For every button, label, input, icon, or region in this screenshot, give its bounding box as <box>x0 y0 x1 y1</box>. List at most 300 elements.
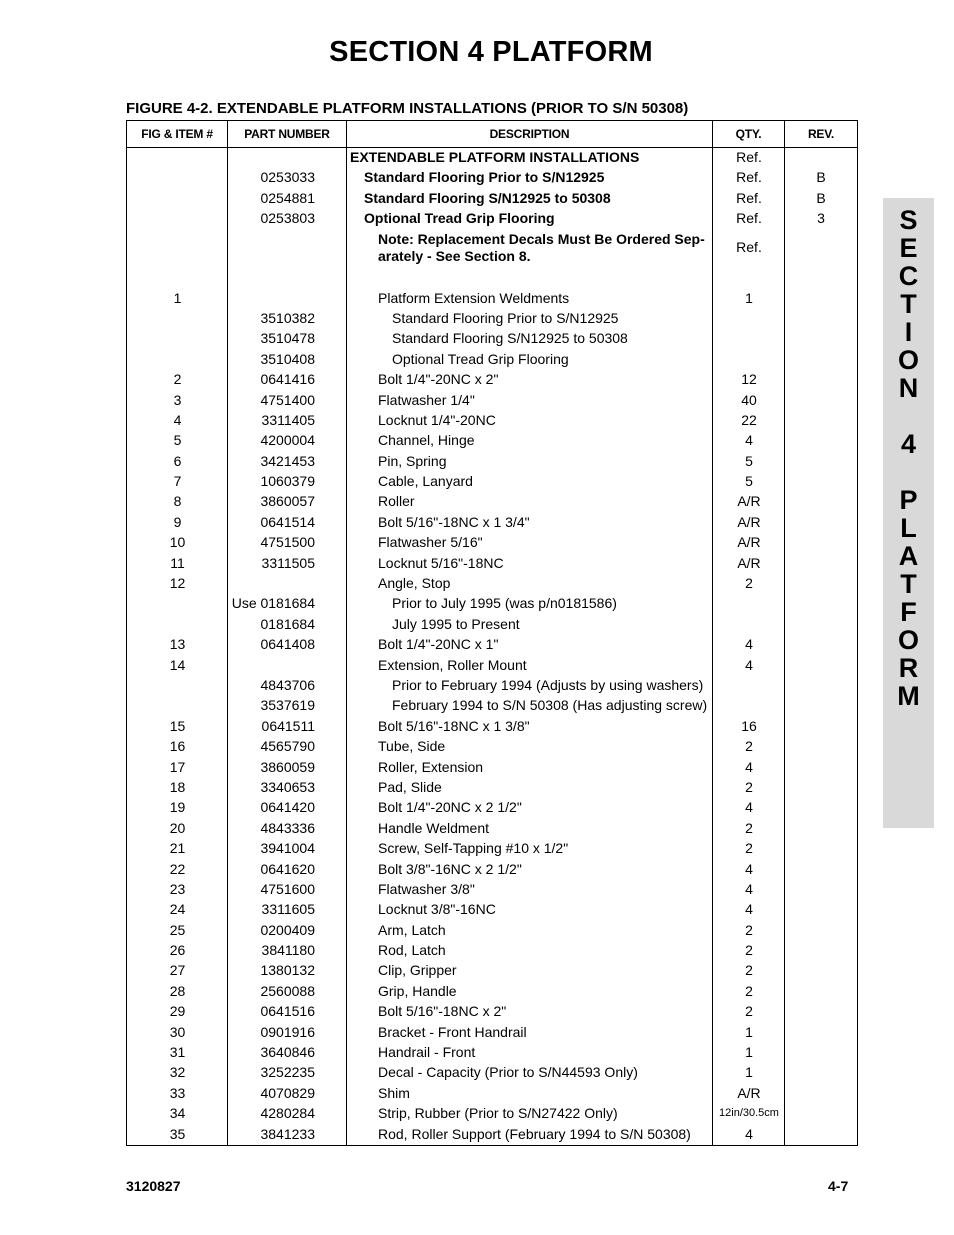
quantity: 2 <box>745 921 753 938</box>
part-description: Locknut 5/16"-18NC <box>378 554 504 571</box>
part-number: 0901916 <box>260 1023 315 1040</box>
part-description: Pad, Slide <box>378 778 442 795</box>
revision <box>785 575 857 592</box>
table-row <box>127 510 857 530</box>
table-row <box>127 633 857 653</box>
part-description: Bracket - Front Handrail <box>378 1023 527 1040</box>
table-row <box>127 327 857 347</box>
part-description: Prior to July 1995 (was p/n0181586) <box>392 595 617 612</box>
quantity: Ref. <box>736 189 762 206</box>
section-side-tab <box>883 198 934 828</box>
part-number: 0641511 <box>261 717 315 734</box>
quantity <box>713 677 785 694</box>
item-number: 5 <box>173 432 182 449</box>
part-description: EXTENDABLE PLATFORM INSTALLATIONS <box>350 149 640 165</box>
revision <box>785 534 857 551</box>
revision <box>785 901 857 918</box>
table-row <box>127 1020 857 1040</box>
part-description: Screw, Self-Tapping #10 x 1/2" <box>378 840 569 857</box>
quantity: Ref. <box>736 169 762 186</box>
side-tab-letter: E <box>899 233 918 263</box>
revision <box>785 392 857 409</box>
table-row <box>127 368 857 388</box>
table-row <box>127 227 857 284</box>
quantity: 12 <box>741 371 757 388</box>
item-number: 28 <box>169 982 186 999</box>
item-number <box>127 169 228 186</box>
item-number: 22 <box>169 860 186 877</box>
table-row <box>127 714 857 734</box>
part-number: 4843706 <box>260 676 315 693</box>
column-divider <box>784 148 785 1145</box>
item-number <box>127 697 228 714</box>
revision <box>785 1024 857 1041</box>
quantity: A/R <box>737 493 761 510</box>
revision <box>785 840 857 857</box>
revision <box>785 779 857 796</box>
quantity: 5 <box>745 473 753 490</box>
quantity: 4 <box>745 656 753 673</box>
table-row <box>127 1061 857 1081</box>
item-number: 25 <box>169 921 186 938</box>
revision <box>785 881 857 898</box>
item-number: 4 <box>173 411 182 428</box>
header-description: DESCRIPTION <box>347 121 713 147</box>
revision <box>785 718 857 735</box>
quantity: Ref. <box>736 210 762 227</box>
part-number: 1380132 <box>260 962 315 979</box>
quantity <box>713 330 785 347</box>
table-row <box>127 612 857 632</box>
item-number: 14 <box>169 656 186 673</box>
quantity: 2 <box>745 819 753 836</box>
item-number: 17 <box>169 758 186 775</box>
quantity: 4 <box>745 860 753 877</box>
table-row <box>127 148 857 166</box>
item-number <box>127 616 228 633</box>
revision <box>785 371 857 388</box>
item-number: 7 <box>173 473 182 490</box>
part-description: Bolt 5/16"-18NC x 2" <box>378 1003 507 1020</box>
part-description: Handrail - Front <box>378 1044 476 1061</box>
revision <box>785 412 857 429</box>
part-number: 0253033 <box>260 169 315 186</box>
side-tab-letter: M <box>897 681 920 711</box>
quantity: 40 <box>741 391 757 408</box>
revision <box>785 697 857 714</box>
table-row <box>127 735 857 755</box>
item-number: 15 <box>169 717 186 734</box>
table-row <box>127 285 857 307</box>
part-description: Arm, Latch <box>378 921 446 938</box>
table-rows <box>127 148 857 1145</box>
part-description: Standard Flooring Prior to S/N12925 <box>392 309 619 326</box>
part-number: 0641420 <box>260 799 315 816</box>
part-number: 4200004 <box>260 432 315 449</box>
part-number <box>228 231 347 265</box>
item-number: 2 <box>173 371 182 388</box>
quantity: A/R <box>737 534 761 551</box>
item-number: 27 <box>169 962 186 979</box>
parts-table <box>126 120 858 1146</box>
part-number: 2560088 <box>260 982 315 999</box>
column-divider <box>227 148 228 1145</box>
table-row <box>127 347 857 367</box>
part-number: 3510478 <box>260 330 315 347</box>
table-row <box>127 1122 857 1142</box>
part-number: 0200409 <box>260 921 315 938</box>
part-description: Tube, Side <box>378 738 446 755</box>
part-description: Standard Flooring S/N12925 to 50308 <box>392 330 628 347</box>
quantity: A/R <box>737 1084 761 1101</box>
section-title: SECTION 4 PLATFORM <box>329 36 653 68</box>
part-description: Channel, Hinge <box>378 432 475 449</box>
part-description: Roller, Extension <box>378 758 484 775</box>
quantity: 5 <box>745 452 753 469</box>
quantity: 2 <box>745 575 753 592</box>
part-number: 0641416 <box>260 371 315 388</box>
revision <box>785 983 857 1000</box>
table-header <box>127 121 857 148</box>
table-row <box>127 1041 857 1061</box>
revision <box>785 616 857 633</box>
item-number: 8 <box>173 493 182 510</box>
quantity: 12in/30.5cm <box>719 1107 779 1120</box>
revision: B <box>816 189 826 206</box>
revision <box>785 636 857 653</box>
part-number: 3841180 <box>261 942 315 959</box>
quantity: 4 <box>745 1125 753 1142</box>
table-row <box>127 307 857 327</box>
quantity: 2 <box>745 942 753 959</box>
item-number <box>127 351 228 368</box>
side-tab-letter: P <box>899 485 918 515</box>
item-number <box>127 677 228 694</box>
item-number: 18 <box>169 778 186 795</box>
side-tab-letter: R <box>898 653 919 683</box>
part-number: 3340653 <box>260 778 315 795</box>
part-description: Cable, Lanyard <box>378 473 473 490</box>
part-description: Bolt 1/4"-20NC x 2" <box>378 371 499 388</box>
revision <box>785 1105 857 1122</box>
column-divider <box>346 148 347 1145</box>
part-description: Flatwasher 5/16" <box>378 534 483 551</box>
quantity: 4 <box>745 799 753 816</box>
part-number: 3510382 <box>260 309 315 326</box>
part-number <box>228 657 347 674</box>
revision <box>785 351 857 368</box>
part-number <box>228 149 347 166</box>
table-row <box>127 1102 857 1122</box>
quantity: 1 <box>745 1044 753 1061</box>
item-number: 29 <box>169 1003 186 1020</box>
part-number: 3860057 <box>260 493 315 510</box>
table-row <box>127 959 857 979</box>
item-number: 20 <box>169 819 186 836</box>
part-description: Platform Extension Weldments <box>378 289 570 306</box>
quantity <box>713 697 785 714</box>
table-row <box>127 674 857 694</box>
part-number: 3941004 <box>260 840 315 857</box>
table-row <box>127 755 857 775</box>
part-number: 4843336 <box>260 819 315 836</box>
part-number: 4565790 <box>260 738 315 755</box>
table-row <box>127 409 857 429</box>
part-number: 3841233 <box>260 1125 315 1142</box>
part-description: Note: Replacement Decals Must Be Ordered Sep- arately - See Section 8. <box>378 230 705 264</box>
table-row <box>127 918 857 938</box>
side-tab-letter: A <box>898 541 919 571</box>
figure-title: FIGURE 4-2. EXTENDABLE PLATFORM INSTALLATIONS (PRIOR TO S/N 50308) <box>126 100 689 117</box>
header-qty: QTY. <box>713 121 785 147</box>
revision <box>785 922 857 939</box>
part-description: Rod, Roller Support (February 1994 to S/N 50308) <box>378 1125 691 1142</box>
revision <box>785 493 857 510</box>
side-tab-letters <box>883 206 934 710</box>
revision <box>785 453 857 470</box>
table-row <box>127 857 857 877</box>
part-description: Bolt 1/4"-20NC x 2 1/2" <box>378 799 522 816</box>
revision <box>785 1044 857 1061</box>
table-row <box>127 470 857 490</box>
part-number: 3311505 <box>261 554 315 571</box>
item-number <box>127 595 228 612</box>
quantity: 4 <box>745 901 753 918</box>
table-row <box>127 429 857 449</box>
item-number: 34 <box>169 1105 186 1122</box>
part-description: February 1994 to S/N 50308 (Has adjusting screw) <box>392 697 708 714</box>
item-number: 16 <box>169 738 186 755</box>
part-number: 0641516 <box>260 1003 315 1020</box>
part-number: 3311605 <box>261 901 315 918</box>
part-number: 3311405 <box>261 411 315 428</box>
revision <box>785 432 857 449</box>
side-tab-letter: T <box>900 569 917 599</box>
item-number: 26 <box>169 942 186 959</box>
part-description: Rod, Latch <box>378 942 446 959</box>
part-number: 4751400 <box>260 391 315 408</box>
table-row <box>127 449 857 469</box>
table-row <box>127 592 857 612</box>
table-row <box>127 1000 857 1020</box>
item-number: 12 <box>169 575 186 592</box>
quantity <box>713 310 785 327</box>
item-number: 32 <box>169 1064 186 1081</box>
quantity: 2 <box>745 982 753 999</box>
side-tab-letter: F <box>900 597 917 627</box>
side-tab-letter: C <box>898 261 919 291</box>
quantity: A/R <box>737 513 761 530</box>
side-tab-letter: S <box>899 205 918 235</box>
item-number: 21 <box>169 840 186 857</box>
part-description: Optional Tread Grip Flooring <box>364 210 555 227</box>
part-description: Decal - Capacity (Prior to S/N44593 Only) <box>378 1064 638 1081</box>
part-number: 0641408 <box>260 636 315 653</box>
quantity: 2 <box>745 840 753 857</box>
document-number: 3120827 <box>126 1178 181 1194</box>
revision <box>785 799 857 816</box>
side-tab-letter: L <box>900 513 917 543</box>
revision <box>785 1085 857 1102</box>
part-number: 0254881 <box>260 189 315 206</box>
part-number <box>228 290 347 307</box>
side-tab-letter <box>883 458 934 486</box>
item-number <box>127 310 228 327</box>
revision <box>785 555 857 572</box>
item-number: 10 <box>169 534 186 551</box>
side-tab-letter: 4 <box>900 429 917 459</box>
quantity: 1 <box>745 1023 753 1040</box>
table-row <box>127 653 857 673</box>
revision <box>785 595 857 612</box>
table-row <box>127 186 857 206</box>
table-row <box>127 1081 857 1101</box>
revision <box>785 657 857 674</box>
side-tab-letter: N <box>898 373 919 403</box>
part-description: Bolt 5/16"-18NC x 1 3/8" <box>378 717 530 734</box>
part-number: 3510408 <box>260 350 315 367</box>
table-row <box>127 979 857 999</box>
revision <box>785 231 857 265</box>
table-row <box>127 776 857 796</box>
page-number: 4-7 <box>828 1178 849 1194</box>
quantity: 22 <box>741 411 757 428</box>
part-description: Locknut 3/8"-16NC <box>378 901 496 918</box>
part-number: Use 0181684 <box>231 595 315 612</box>
revision <box>785 473 857 490</box>
part-number: 3860059 <box>260 758 315 775</box>
part-number: 0253803 <box>260 210 315 227</box>
quantity: 4 <box>745 432 753 449</box>
part-number: 4751500 <box>260 534 315 551</box>
quantity: 1 <box>745 1064 753 1081</box>
quantity: 1 <box>745 289 753 306</box>
quantity: A/R <box>737 554 761 571</box>
item-number: 23 <box>169 880 186 897</box>
side-tab-letter: T <box>900 289 917 319</box>
part-description: Standard Flooring S/N12925 to 50308 <box>364 189 611 206</box>
item-number <box>127 231 228 265</box>
table-row <box>127 816 857 836</box>
revision <box>785 149 857 166</box>
table-row <box>127 166 857 186</box>
item-number: 30 <box>169 1023 186 1040</box>
quantity: 2 <box>745 738 753 755</box>
header-rev: REV. <box>807 127 835 141</box>
table-row <box>127 551 857 571</box>
quantity: 4 <box>745 636 753 653</box>
part-number: 3640846 <box>260 1044 315 1061</box>
item-number: 9 <box>173 513 182 530</box>
side-tab-letter: O <box>897 625 919 655</box>
quantity: 4 <box>745 880 753 897</box>
side-tab-letter: O <box>897 345 919 375</box>
revision <box>785 677 857 694</box>
part-description: Optional Tread Grip Flooring <box>392 350 569 367</box>
part-description: Clip, Gripper <box>378 962 457 979</box>
header-fig-item: FIG & ITEM # <box>127 121 228 147</box>
revision <box>785 1003 857 1020</box>
part-description: Shim <box>378 1084 410 1101</box>
part-description: July 1995 to Present <box>392 615 520 632</box>
revision <box>785 310 857 327</box>
revision <box>785 861 857 878</box>
part-number: 0641620 <box>260 860 315 877</box>
part-number: 1060379 <box>260 473 315 490</box>
item-number: 13 <box>169 636 186 653</box>
part-description: Angle, Stop <box>378 575 451 592</box>
revision <box>785 1064 857 1081</box>
part-description: Grip, Handle <box>378 982 457 999</box>
table-row <box>127 694 857 714</box>
revision: 3 <box>817 210 825 227</box>
table-row <box>127 837 857 857</box>
part-description: Roller <box>378 493 415 510</box>
side-tab-letter <box>883 402 934 430</box>
part-description: Handle Weldment <box>378 819 490 836</box>
part-description: Bolt 5/16"-18NC x 1 3/4" <box>378 513 530 530</box>
revision <box>785 1126 857 1143</box>
revision <box>785 330 857 347</box>
side-tab-letter: I <box>904 317 913 347</box>
part-number: 3421453 <box>260 452 315 469</box>
quantity: 4 <box>745 758 753 775</box>
table-row <box>127 796 857 816</box>
table-row <box>127 898 857 918</box>
revision <box>785 738 857 755</box>
quantity: 2 <box>745 778 753 795</box>
part-number: 3252235 <box>260 1064 315 1081</box>
item-number: 35 <box>169 1125 186 1142</box>
part-description: Pin, Spring <box>378 452 447 469</box>
revision <box>785 514 857 531</box>
part-number: 3537619 <box>260 697 315 714</box>
part-description: Bolt 1/4"-20NC x 1" <box>378 636 499 653</box>
column-divider <box>712 148 713 1145</box>
revision <box>785 962 857 979</box>
quantity <box>713 616 785 633</box>
part-description: Strip, Rubber (Prior to S/N27422 Only) <box>378 1105 618 1122</box>
item-number <box>127 190 228 207</box>
part-description: Flatwasher 1/4" <box>378 391 475 408</box>
revision <box>785 290 857 307</box>
part-description: Extension, Roller Mount <box>378 656 527 673</box>
item-number: 6 <box>173 452 182 469</box>
table-row <box>127 388 857 408</box>
item-number <box>127 149 228 166</box>
part-description: Prior to February 1994 (Adjusts by using washers) <box>392 676 704 693</box>
quantity: Ref. <box>736 149 762 165</box>
quantity <box>713 595 785 612</box>
part-number: 4751600 <box>260 880 315 897</box>
table-row <box>127 490 857 510</box>
quantity: 2 <box>745 962 753 979</box>
quantity: 2 <box>745 1003 753 1020</box>
part-number: 0181684 <box>260 615 315 632</box>
part-number: 4070829 <box>260 1084 315 1101</box>
part-description: Locknut 1/4"-20NC <box>378 411 496 428</box>
revision: B <box>816 169 826 186</box>
item-number: 31 <box>169 1044 186 1061</box>
part-description: Standard Flooring Prior to S/N12925 <box>364 169 605 186</box>
item-number <box>127 330 228 347</box>
item-number: 1 <box>173 289 182 306</box>
quantity: 16 <box>741 717 757 734</box>
table-row <box>127 939 857 959</box>
item-number: 11 <box>170 554 185 571</box>
item-number: 24 <box>169 901 186 918</box>
item-number <box>127 210 228 227</box>
